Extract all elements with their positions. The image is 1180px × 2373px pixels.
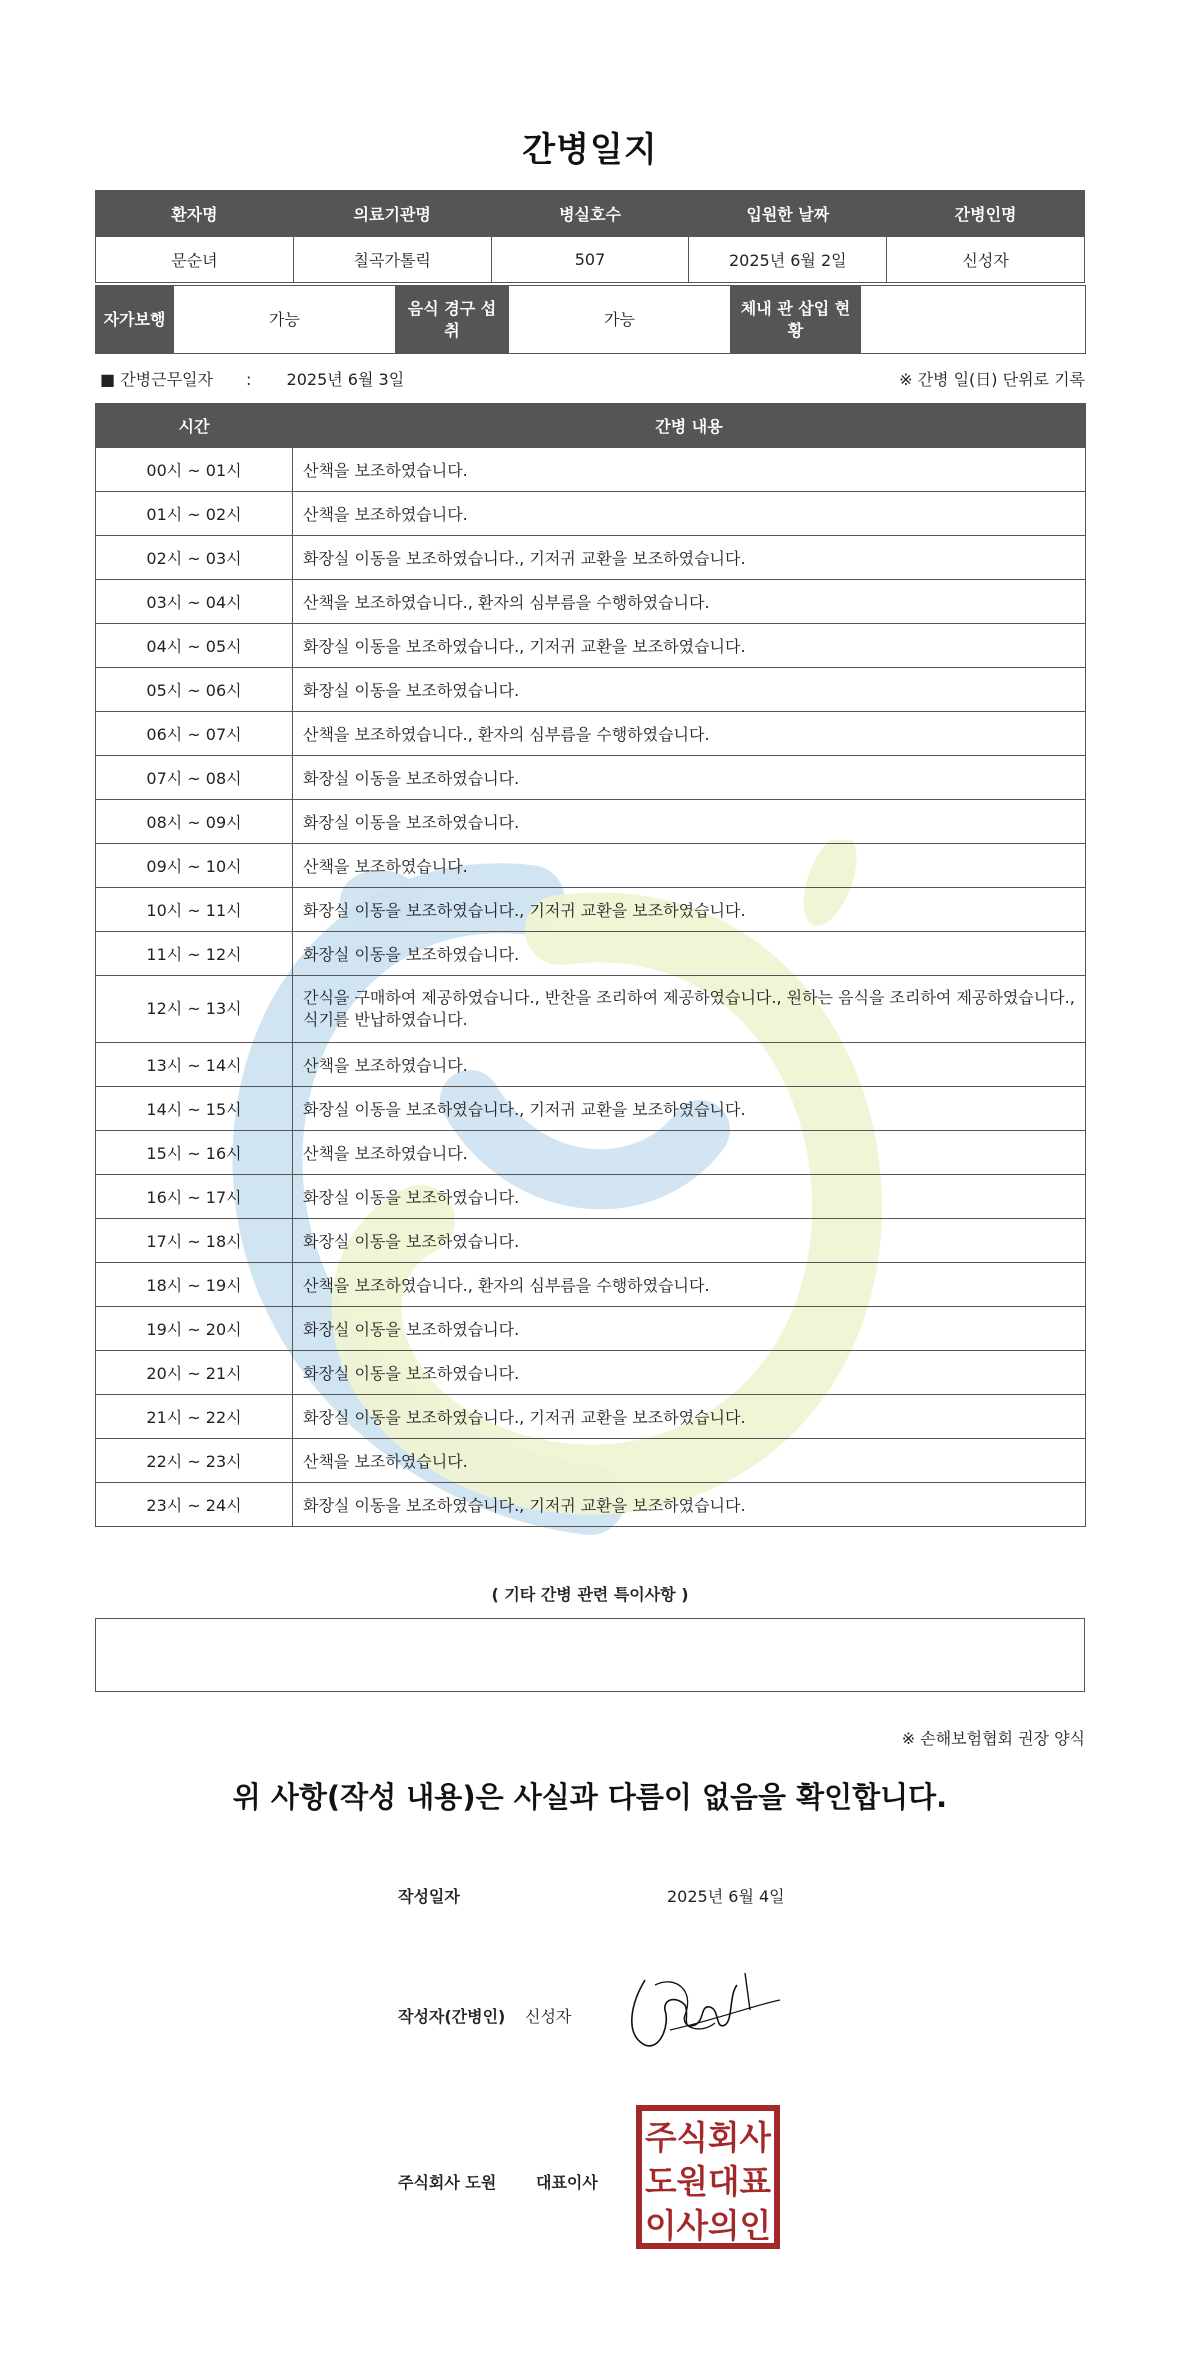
work-date-group [100, 367, 404, 390]
log-time-cell: 18시 ~ 19시 [96, 1263, 293, 1307]
log-content-cell: 화장실 이동을 보조하였습니다. [293, 932, 1086, 976]
log-body [96, 448, 1086, 1527]
tube-value [861, 286, 1086, 354]
log-content-cell: 산책을 보조하였습니다., 환자의 심부름을 수행하였습니다. [293, 1263, 1086, 1307]
oral-intake-value: 가능 [509, 286, 731, 354]
log-row [96, 844, 1086, 888]
hospital-name-value: 칠곡가톨릭 [293, 237, 491, 283]
log-row [96, 1175, 1086, 1219]
tube-label: 체내 관 삽입 현황 [731, 286, 861, 354]
log-time-cell: 12시 ~ 13시 [96, 976, 293, 1043]
log-content-cell: 산책을 보조하였습니다., 환자의 심부름을 수행하였습니다. [293, 580, 1086, 624]
log-row [96, 1087, 1086, 1131]
work-date-label: ■ 간병근무일자 [100, 370, 213, 389]
log-time-cell: 01시 ~ 02시 [96, 492, 293, 536]
log-row [96, 668, 1086, 712]
log-row [96, 448, 1086, 492]
log-content-cell: 화장실 이동을 보조하였습니다. [293, 756, 1086, 800]
log-row [96, 1043, 1086, 1087]
writer-value: 신성자 [525, 2007, 572, 2026]
header-patient-name: 환자명 [96, 191, 294, 237]
log-row [96, 492, 1086, 536]
confirmation-statement: 위 사항(작성 내용)은 사실과 다름이 없음을 확인합니다. [232, 1780, 948, 1814]
log-content-cell: 화장실 이동을 보조하였습니다., 기저귀 교환을 보조하였습니다. [293, 888, 1086, 932]
log-content-cell: 화장실 이동을 보조하였습니다., 기저귀 교환을 보조하였습니다. [293, 1483, 1086, 1527]
work-date-row [100, 367, 1085, 393]
log-content-cell: 화장실 이동을 보조하였습니다., 기저귀 교환을 보조하였습니다. [293, 624, 1086, 668]
log-time-cell: 04시 ~ 05시 [96, 624, 293, 668]
write-date-value: 2025년 6월 4일 [667, 1887, 785, 1906]
log-time-cell: 22시 ~ 23시 [96, 1439, 293, 1483]
log-content-cell: 화장실 이동을 보조하였습니다., 기저귀 교환을 보조하였습니다. [293, 1395, 1086, 1439]
log-time-cell: 11시 ~ 12시 [96, 932, 293, 976]
log-time-cell: 03시 ~ 04시 [96, 580, 293, 624]
caregiver-name-value: 신성자 [887, 237, 1085, 283]
log-time-cell: 05시 ~ 06시 [96, 668, 293, 712]
log-row [96, 1351, 1086, 1395]
seal-line: 주식회사 [645, 2118, 773, 2157]
log-row [96, 712, 1086, 756]
log-content-cell: 화장실 이동을 보조하였습니다. [293, 1219, 1086, 1263]
header-admission-date: 입원한 날짜 [689, 191, 887, 237]
log-row [96, 624, 1086, 668]
log-time-cell: 07시 ~ 08시 [96, 756, 293, 800]
log-row [96, 536, 1086, 580]
oral-intake-label: 음식 경구 섭취 [396, 286, 509, 354]
log-row [96, 580, 1086, 624]
log-content-cell: 산책을 보조하였습니다. [293, 844, 1086, 888]
log-content-cell: 산책을 보조하였습니다. [293, 448, 1086, 492]
log-content-cell: 산책을 보조하였습니다. [293, 492, 1086, 536]
patient-name-value: 문순녀 [96, 237, 294, 283]
log-time-cell: 16시 ~ 17시 [96, 1175, 293, 1219]
notes-box [95, 1618, 1085, 1692]
log-row [96, 976, 1086, 1043]
log-content-cell: 화장실 이동을 보조하였습니다. [293, 1175, 1086, 1219]
patient-info-header-row [96, 191, 1085, 237]
patient-info-table [95, 190, 1085, 283]
notes-title: ( 기타 간병 관련 특이사항 ) [491, 1585, 689, 1604]
log-time-cell: 17시 ~ 18시 [96, 1219, 293, 1263]
daily-record-note: ※ 간병 일(日) 단위로 기록 [899, 370, 1085, 389]
room-number-value: 507 [491, 237, 689, 283]
handwritten-signature [625, 1965, 785, 2055]
company-label: 주식회사 도원 [398, 2173, 497, 2192]
log-time-cell: 15시 ~ 16시 [96, 1131, 293, 1175]
log-content-cell: 화장실 이동을 보조하였습니다. [293, 1307, 1086, 1351]
company-seal-icon [636, 2105, 780, 2249]
work-date-value: 2025년 6월 3일 [286, 370, 405, 389]
header-room-number: 병실호수 [491, 191, 689, 237]
log-header-time: 시간 [96, 404, 293, 448]
log-row [96, 932, 1086, 976]
log-content-cell: 간식을 구매하여 제공하였습니다., 반찬을 조리하여 제공하였습니다., 원하는 음식을 조리하여 제공하였습니다., 식기를 반납하였습니다. [293, 976, 1086, 1043]
log-time-cell: 09시 ~ 10시 [96, 844, 293, 888]
log-row [96, 800, 1086, 844]
admission-date-value: 2025년 6월 2일 [689, 237, 887, 283]
writer-label: 작성자(간병인) [398, 2007, 506, 2026]
log-header-row [96, 404, 1086, 448]
header-hospital-name: 의료기관명 [293, 191, 491, 237]
patient-status-row [96, 286, 1086, 354]
work-date-colon: : [246, 370, 252, 389]
log-header-content: 간병 내용 [293, 404, 1086, 448]
log-row [96, 1439, 1086, 1483]
log-row [96, 1219, 1086, 1263]
ceo-label: 대표이사 [536, 2173, 598, 2192]
self-walk-value: 가능 [174, 286, 396, 354]
log-row [96, 1263, 1086, 1307]
header-caregiver-name: 간병인명 [887, 191, 1085, 237]
log-time-cell: 19시 ~ 20시 [96, 1307, 293, 1351]
seal-line: 이사의인 [645, 2206, 771, 2245]
log-time-cell: 08시 ~ 09시 [96, 800, 293, 844]
seal-line: 도원대표 [645, 2162, 772, 2201]
log-time-cell: 00시 ~ 01시 [96, 448, 293, 492]
log-row [96, 1395, 1086, 1439]
log-time-cell: 23시 ~ 24시 [96, 1483, 293, 1527]
log-time-cell: 14시 ~ 15시 [96, 1087, 293, 1131]
log-content-cell: 산책을 보조하였습니다. [293, 1043, 1086, 1087]
self-walk-label: 자가보행 [96, 286, 174, 354]
log-content-cell: 화장실 이동을 보조하였습니다., 기저귀 교환을 보조하였습니다. [293, 536, 1086, 580]
log-row [96, 1131, 1086, 1175]
log-row [96, 1483, 1086, 1527]
patient-info-value-row [96, 237, 1085, 283]
log-time-cell: 10시 ~ 11시 [96, 888, 293, 932]
log-time-cell: 21시 ~ 22시 [96, 1395, 293, 1439]
patient-status-table [95, 285, 1086, 354]
log-time-cell: 02시 ~ 03시 [96, 536, 293, 580]
page-title: 간병일지 [522, 130, 658, 170]
log-row [96, 756, 1086, 800]
log-time-cell: 13시 ~ 14시 [96, 1043, 293, 1087]
log-content-cell: 산책을 보조하였습니다. [293, 1131, 1086, 1175]
log-content-cell: 화장실 이동을 보조하였습니다. [293, 668, 1086, 712]
hourly-log-table [95, 403, 1086, 1527]
log-content-cell: 산책을 보조하였습니다., 환자의 심부름을 수행하였습니다. [293, 712, 1086, 756]
log-time-cell: 20시 ~ 21시 [96, 1351, 293, 1395]
log-row [96, 888, 1086, 932]
log-content-cell: 화장실 이동을 보조하였습니다., 기저귀 교환을 보조하였습니다. [293, 1087, 1086, 1131]
log-content-cell: 산책을 보조하였습니다. [293, 1439, 1086, 1483]
log-content-cell: 화장실 이동을 보조하였습니다. [293, 800, 1086, 844]
association-note: ※ 손해보험협회 권장 양식 [901, 1729, 1085, 1748]
log-content-cell: 화장실 이동을 보조하였습니다. [293, 1351, 1086, 1395]
log-row [96, 1307, 1086, 1351]
write-date-label: 작성일자 [398, 1887, 460, 1906]
log-time-cell: 06시 ~ 07시 [96, 712, 293, 756]
